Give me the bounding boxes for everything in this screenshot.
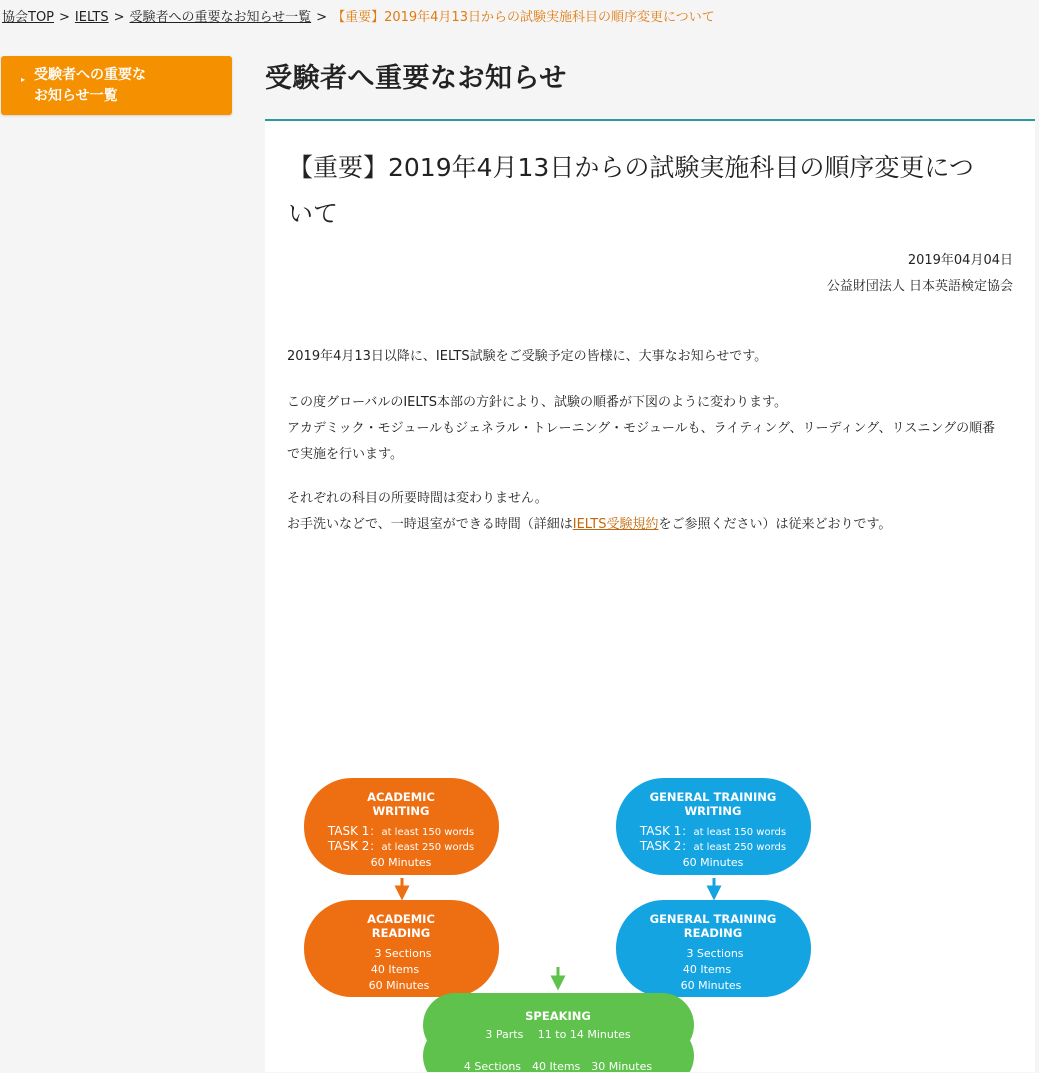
academic-writing-task2-detail: at least 250 words [381, 842, 475, 853]
paragraph-change-line2: アカデミック・モジュールもジェネラル・トレーニング・モジュールも、ライティング、リーディング、リスニングの順番 [287, 421, 996, 436]
academic-writing-task1-detail: at least 150 words [381, 827, 475, 838]
paragraph-duration-line2-before: お手洗いなどで、一時退室ができる時間（詳細は [287, 517, 573, 532]
article-title-line2: いて [288, 199, 339, 228]
breadcrumb [2, 6, 715, 25]
breadcrumb-current: 【重要】2019年4月13日からの試験実施科目の順序変更について [332, 10, 715, 25]
paragraph-duration [287, 486, 1017, 538]
academic-writing-title2: WRITING [372, 804, 430, 818]
speaking-title: SPEAKING [525, 1009, 591, 1023]
sidebar-item-notice-list[interactable] [1, 56, 232, 115]
paragraph-duration-line1: それぞれの科目の所要時間は変わりません。 [287, 491, 548, 506]
paragraph-change-line3: で実施を行います。 [287, 447, 403, 462]
general-reading-title1: GENERAL TRAINING [649, 912, 777, 926]
general-writing-task1-label: TASK 1： [639, 824, 694, 838]
article [265, 121, 1035, 1072]
academic-reading-duration: 60 Minutes [368, 979, 430, 992]
general-writing-box [616, 778, 811, 875]
chevron-right-icon: ▸ [21, 75, 26, 84]
general-writing-task1-detail: at least 150 words [693, 827, 787, 838]
listening-detail: 4 Sections 40 Items 30 Minutes [463, 1060, 653, 1072]
general-writing-duration: 60 Minutes [682, 856, 744, 869]
sidebar-item-label-line1: 受験者への重要な [34, 67, 146, 83]
general-reading-sections: 3 Sections [686, 947, 744, 960]
academic-reading-title1: ACADEMIC [367, 912, 435, 926]
general-writing-title2: WRITING [684, 804, 742, 818]
sidebar-item-label-line2: お知らせ一覧 [34, 88, 118, 104]
academic-writing-title1: ACADEMIC [367, 790, 435, 804]
general-reading-items: 40 Items [682, 963, 732, 976]
general-writing-task2-label: TASK 2： [639, 839, 694, 853]
svg-text:TASK 2：at least 250 words [639, 839, 786, 853]
paragraph-duration-line2-after: をご参照ください）は従来どおりです。 [658, 517, 892, 532]
breadcrumb-separator: > [113, 10, 125, 25]
academic-writing-task1-label: TASK 1： [327, 824, 382, 838]
breadcrumb-separator: > [59, 10, 70, 25]
breadcrumb-separator: > [316, 10, 328, 25]
academic-reading-title2: READING [371, 926, 431, 940]
page-title: 受験者へ重要なお知らせ [265, 63, 567, 94]
general-writing-title1: GENERAL TRAINING [649, 790, 777, 804]
academic-writing-task2-label: TASK 2： [327, 839, 382, 853]
general-writing-task2-detail: at least 250 words [693, 842, 787, 853]
general-reading-title2: READING [683, 926, 743, 940]
breadcrumb-link-notice-list[interactable]: 受験者への重要なお知らせ一覧 [129, 10, 312, 25]
article-organization: 公益財団法人 日本英語検定協会 [826, 279, 1013, 294]
academic-writing-duration: 60 Minutes [370, 856, 432, 869]
breadcrumb-link-ielts[interactable]: IELTS [74, 10, 109, 25]
article-title-line1: 【重要】2019年4月13日からの試験実施科目の順序変更につ [288, 153, 974, 182]
paragraph-change-line1: この度グローバルのIELTS本部の方針により、試験の順番が下図のように変わります。 [287, 395, 788, 410]
ielts-terms-link[interactable]: IELTS受験規約 [572, 517, 659, 532]
speaking-box [423, 993, 694, 1057]
breadcrumb-link-top[interactable]: 協会TOP [2, 10, 55, 25]
article-title [288, 145, 1018, 237]
svg-text:TASK 2：at least 250 words [327, 839, 474, 853]
paragraph-change [287, 390, 1017, 468]
article-date: 2019年04月04日 [907, 253, 1013, 268]
paragraph-intro: 2019年4月13日以降に、IELTS試験をご受験予定の皆様に、大事なお知らせです。 [287, 349, 768, 364]
svg-text:TASK 1：at least 150 words [639, 824, 786, 838]
academic-reading-items: 40 Items [370, 963, 420, 976]
svg-text:TASK 1：at least 150 words [327, 824, 474, 838]
speaking-detail: 3 Parts 11 to 14 Minutes [485, 1028, 631, 1041]
flowchart-speaking-section [265, 961, 1035, 1072]
academic-writing-box [304, 778, 499, 875]
general-reading-duration: 60 Minutes [680, 979, 742, 992]
academic-reading-sections: 3 Sections [374, 947, 432, 960]
